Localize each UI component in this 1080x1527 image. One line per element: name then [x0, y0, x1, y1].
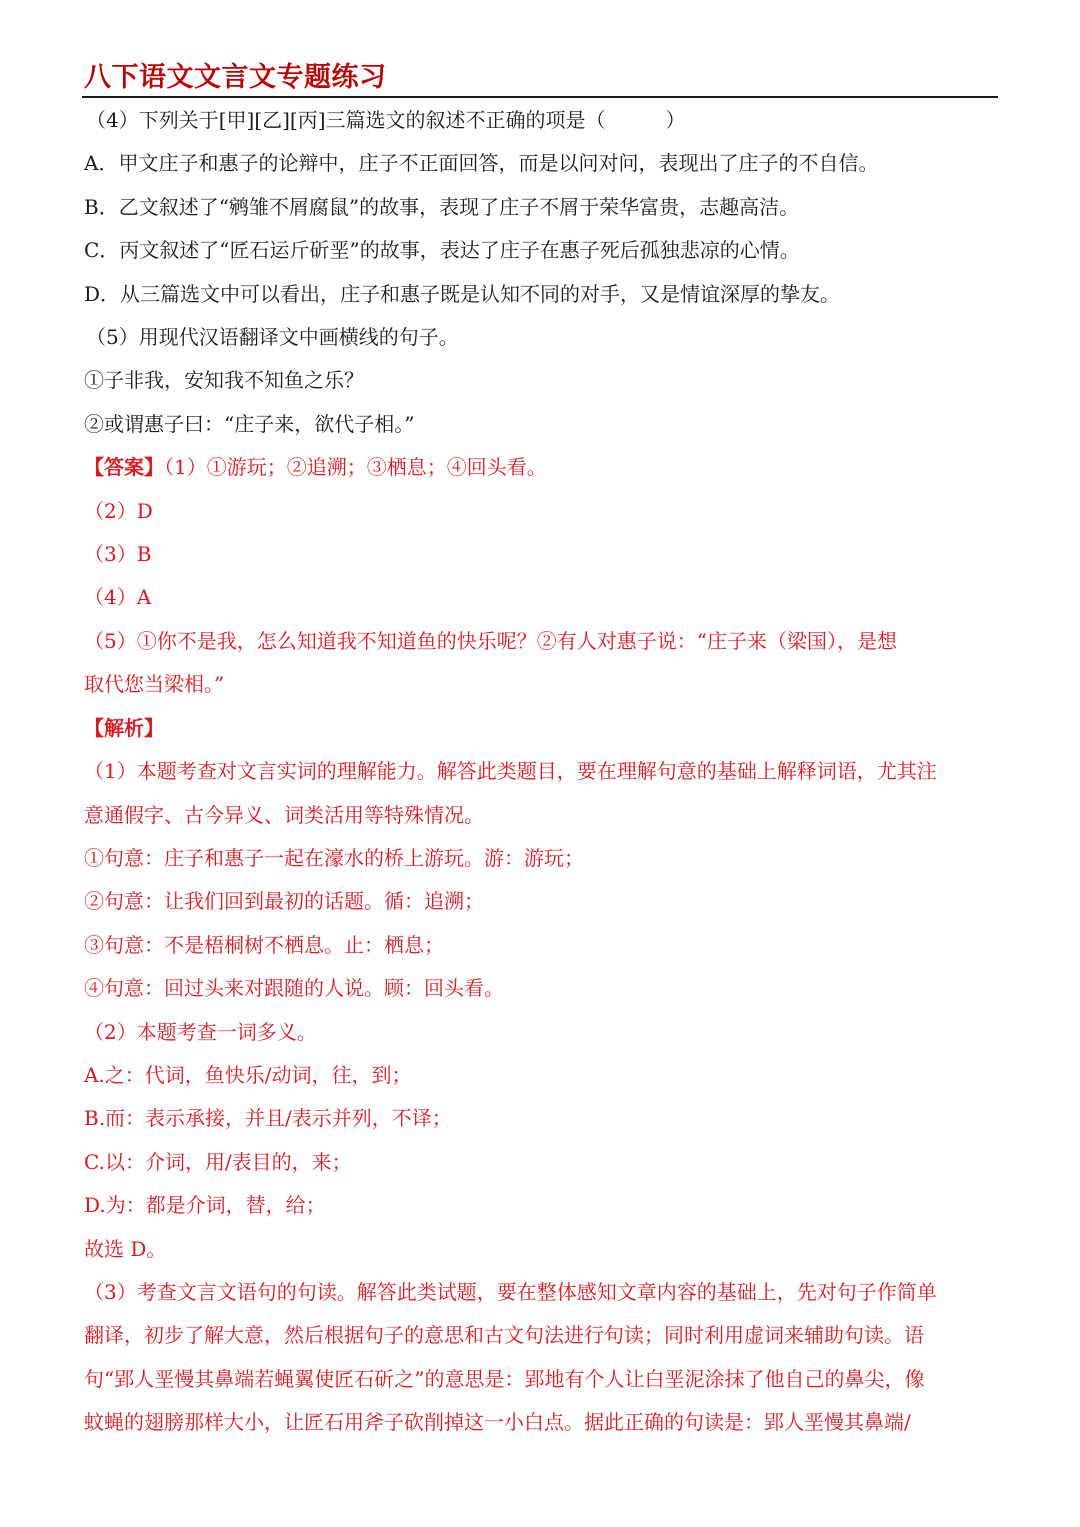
analysis-2-stem: （2）本题考查一词多义。 [84, 1019, 317, 1044]
analysis-3-line-1: （3）考查文言文语句的句读。解答此类试题，要在整体感知文章内容的基础上，先对句子作简单 [84, 1279, 937, 1304]
answer-label: 【答案】 [84, 455, 164, 480]
analysis-3-line-2: 翻译，初步了解大意，然后根据句子的意思和古文句法进行句读；同时利用虚词来辅助句读。语 [84, 1323, 924, 1348]
q5-item-2: ②或谓惠子曰：“庄子来，欲代子相。” [84, 411, 415, 436]
answer-5-line-2: 取代您当梁相。” [84, 672, 225, 697]
analysis-label: 【解析】 [84, 715, 164, 740]
analysis-1-line-2: 意通假字、古今异义、词类活用等特殊情况。 [84, 802, 484, 827]
analysis-3-line-4: 蚊蝇的翅膀那样大小，让匠石用斧子砍削掉这一小白点。据此正确的句读是：郢人垩慢其鼻端/ [84, 1410, 911, 1435]
q4-option-d: D．从三篇选文中可以看出，庄子和惠子既是认知不同的对手，又是情谊深厚的挚友。 [84, 281, 841, 306]
analysis-2-item-a: A.之：代词，鱼快乐/动词，往，到； [84, 1062, 412, 1087]
answer-4: （4）A [84, 585, 152, 610]
analysis-2-item-c: C.以：介词，用/表目的，来； [84, 1149, 352, 1174]
q5-stem: （5）用现代汉语翻译文中画横线的句子。 [86, 325, 459, 350]
answer-1: （1）①游玩；②追溯；③栖息；④回头看。 [164, 455, 547, 480]
analysis-3-line-3: 句“郢人垩慢其鼻端若蝇翼使匠石斫之”的意思是：郢地有个人让白垩泥涂抹了他自己的鼻尖，像 [84, 1366, 925, 1391]
answer-line-1 [84, 446, 1002, 489]
analysis-1-line-1: （1）本题考查对文言实词的理解能力。解答此类题目，要在理解句意的基础上解释词语，尤其注 [84, 759, 937, 784]
q4-option-c: C．丙文叙述了“匠石运斤斫垩”的故事，表达了庄子在惠子死后孤独悲凉的心情。 [84, 238, 800, 263]
analysis-1-item-4: ④句意：回过头来对跟随的人说。顾：回头看。 [84, 976, 504, 1001]
analysis-2-item-b: B.而：表示承接，并且/表示并列，不译； [84, 1106, 452, 1131]
answer-2: （2）D [84, 498, 153, 523]
analysis-1-item-2: ②句意：让我们回到最初的话题。循：追溯； [84, 889, 484, 914]
header-divider [82, 96, 998, 98]
document-body [84, 99, 1002, 1445]
answer-3: （3）B [84, 542, 152, 567]
analysis-1-item-1: ①句意：庄子和惠子一起在濠水的桥上游玩。游：游玩； [84, 845, 584, 870]
q4-stem: （4）下列关于[甲][乙][丙]三篇选文的叙述不正确的项是（ ） [86, 108, 686, 132]
q4-option-a: A．甲文庄子和惠子的论辩中，庄子不正面回答，而是以问对问，表现出了庄子的不自信。 [84, 151, 879, 176]
analysis-2-item-d: D.为：都是介词，替，给； [84, 1193, 326, 1218]
analysis-1-item-3: ③句意：不是梧桐树不栖息。止：栖息； [84, 932, 444, 957]
q4-option-b: B．乙文叙述了“鹓雏不屑腐鼠”的故事，表现了庄子不屑于荣华富贵，志趣高洁。 [84, 194, 800, 219]
q5-item-1: ①子非我，安知我不知鱼之乐？ [84, 368, 364, 393]
page-header-title: 八下语文文言文专题练习 [84, 62, 387, 93]
answer-5-line-1: （5）①你不是我，怎么知道我不知道鱼的快乐呢？②有人对惠子说：“庄子来（梁国），是想 [84, 628, 897, 653]
analysis-2-conclusion: 故选 D。 [84, 1236, 167, 1261]
